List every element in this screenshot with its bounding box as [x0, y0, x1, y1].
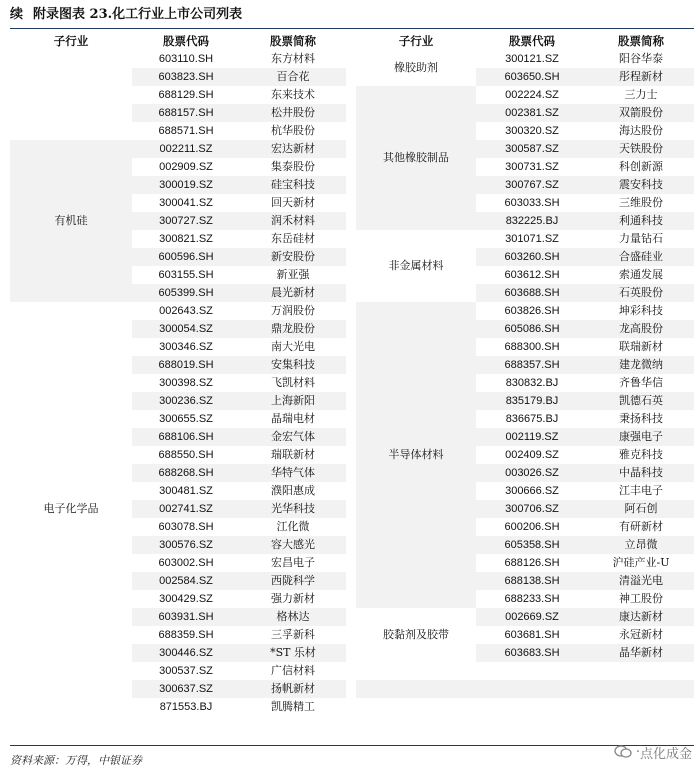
left-stock-code: 603078.SH	[158, 521, 214, 533]
column-gap	[346, 122, 356, 140]
left-stock-name: 东来技术	[271, 88, 315, 101]
right-group-label: 半导体材料	[356, 302, 476, 608]
column-gap	[346, 320, 356, 338]
left-stock-name: 东岳硅材	[271, 232, 315, 245]
right-stock-code: 300731.SZ	[505, 161, 559, 173]
empty-cell	[588, 698, 694, 716]
column-gap	[346, 464, 356, 482]
left-stock-code: 688106.SH	[132, 428, 240, 446]
header-row	[10, 31, 694, 50]
right-stock-code: 003026.SZ	[476, 464, 588, 482]
left-stock-name: 润禾材料	[240, 212, 346, 230]
left-stock-name: 江化微	[276, 520, 310, 533]
left-stock-code: 300727.SZ	[132, 212, 240, 230]
left-stock-code: 300019.SZ	[132, 176, 240, 194]
column-gap	[346, 518, 356, 536]
right-stock-name: 凯德石英	[588, 392, 694, 410]
column-gap	[346, 482, 356, 500]
left-stock-code: 300054.SZ	[132, 320, 240, 338]
right-stock-code: 603260.SH	[476, 248, 588, 266]
right-stock-name: 秉扬科技	[619, 412, 663, 425]
left-stock-name: 万润股份	[271, 304, 315, 317]
left-stock-name: 新亚强	[276, 268, 310, 281]
left-stock-code: 300041.SZ	[159, 197, 213, 209]
left-stock-name: *ST 乐材	[240, 644, 346, 662]
left-stock-name: 东方材料	[271, 52, 315, 65]
left-stock-code: 603823.SH	[132, 68, 240, 86]
column-gap	[346, 374, 356, 392]
right-stock-code: 301071.SZ	[505, 233, 559, 245]
right-stock-name: 力量钻石	[619, 232, 663, 245]
left-stock-name: 松井股份	[240, 104, 346, 122]
column-gap	[346, 86, 356, 104]
left-stock-name: 杭华股份	[271, 124, 315, 137]
right-stock-name: 彤程新材	[588, 68, 694, 86]
left-stock-name: 凯腾精工	[271, 700, 315, 713]
left-stock-code: 300576.SZ	[132, 536, 240, 554]
right-stock-code: 603688.SH	[476, 284, 588, 302]
empty-cell	[476, 698, 588, 716]
right-stock-name: 永冠新材	[619, 628, 663, 641]
left-group-label	[10, 50, 132, 140]
column-header-name: 股票简称	[270, 33, 316, 48]
right-stock-code: 603650.SH	[476, 68, 588, 86]
right-stock-code: 835179.BJ	[476, 392, 588, 410]
column-gap	[346, 698, 356, 716]
right-stock-code: 002119.SZ	[476, 428, 588, 446]
right-stock-name: 有研新材	[619, 520, 663, 533]
left-stock-name: 强力新材	[271, 592, 315, 605]
empty-cell	[356, 698, 476, 716]
left-stock-code: 002643.SZ	[159, 305, 213, 317]
right-stock-name: 康达新材	[588, 608, 694, 626]
right-stock-name: 清溢光电	[588, 572, 694, 590]
left-stock-name: 回天新材	[271, 196, 315, 209]
column-gap	[346, 212, 356, 230]
column-gap	[346, 392, 356, 410]
left-stock-code: 688550.SH	[158, 449, 214, 461]
right-stock-code: 688233.SH	[504, 593, 560, 605]
right-stock-name: 石英股份	[588, 284, 694, 302]
right-stock-code: 836675.BJ	[505, 413, 559, 425]
right-stock-code: 002224.SZ	[505, 89, 559, 101]
left-stock-code: 300236.SZ	[132, 392, 240, 410]
right-stock-code: 300320.SZ	[505, 125, 559, 137]
right-stock-name: 联瑞新材	[619, 340, 663, 353]
left-stock-code: 300481.SZ	[159, 485, 213, 497]
right-stock-name: 三力士	[624, 88, 658, 101]
column-gap	[346, 644, 356, 662]
right-stock-name: 海达股份	[619, 124, 663, 137]
left-stock-code: 300346.SZ	[159, 341, 213, 353]
empty-cell	[588, 662, 694, 680]
right-stock-name: 利通科技	[588, 212, 694, 230]
left-stock-code: 002211.SZ	[132, 140, 240, 158]
left-group-label: 电子化学品	[10, 302, 132, 716]
right-stock-name: 建龙微纳	[588, 356, 694, 374]
column-gap	[346, 680, 356, 698]
right-stock-code: 300767.SZ	[476, 176, 588, 194]
right-group-label: 非金属材料	[356, 230, 476, 302]
left-stock-name: 光华科技	[240, 500, 346, 518]
right-stock-code: 603683.SH	[476, 644, 588, 662]
right-stock-code: 300121.SZ	[505, 53, 559, 65]
left-stock-name: 容大感光	[240, 536, 346, 554]
right-stock-name: 立昂微	[588, 536, 694, 554]
left-stock-name: 上海新阳	[240, 392, 346, 410]
left-stock-name: 晨光新材	[240, 284, 346, 302]
right-stock-code: 603612.SH	[504, 269, 560, 281]
column-gap	[346, 158, 356, 176]
right-stock-name: 雅克科技	[619, 448, 663, 461]
right-stock-name: 晶华新材	[588, 644, 694, 662]
right-stock-name: 江丰电子	[619, 484, 663, 497]
left-stock-name: 宏达新材	[240, 140, 346, 158]
right-stock-name: 康强电子	[588, 428, 694, 446]
column-gap	[346, 140, 356, 158]
left-stock-code: 871553.BJ	[159, 701, 213, 713]
right-stock-name: 三维股份	[619, 196, 663, 209]
column-gap	[346, 104, 356, 122]
left-stock-code: 002741.SZ	[132, 500, 240, 518]
right-stock-code: 600206.SH	[504, 521, 560, 533]
right-stock-code: 300587.SZ	[476, 140, 588, 158]
left-stock-code: 300821.SZ	[159, 233, 213, 245]
left-stock-name: 硅宝科技	[240, 176, 346, 194]
left-stock-name: 集泰股份	[271, 160, 315, 173]
column-gap	[346, 68, 356, 86]
left-stock-code: 605399.SH	[132, 284, 240, 302]
right-stock-name: 索通发展	[619, 268, 663, 281]
column-gap	[346, 590, 356, 608]
bottom-rule	[10, 745, 694, 746]
right-stock-name: 合盛硅业	[588, 248, 694, 266]
left-stock-name: 西陇科学	[240, 572, 346, 590]
title-prefix: 续	[10, 7, 24, 22]
right-stock-code: 002409.SZ	[505, 449, 559, 461]
column-gap	[346, 428, 356, 446]
right-group-label: 胶黏剂及胶带	[356, 608, 476, 662]
empty-cell	[356, 662, 476, 680]
column-gap	[346, 194, 356, 212]
column-header-subindustry: 子行业	[53, 33, 89, 48]
left-stock-name: 晶瑞电材	[271, 412, 315, 425]
left-stock-name: 南大光电	[271, 340, 315, 353]
left-stock-code: 002584.SZ	[132, 572, 240, 590]
column-gap	[346, 626, 356, 644]
left-stock-name: 广信材料	[271, 664, 315, 677]
column-gap	[346, 572, 356, 590]
title-text: 附录图表 23.化工行业上市公司列表	[33, 7, 243, 22]
chat-bubble-icon	[614, 744, 632, 760]
table-row	[10, 140, 694, 158]
left-stock-name: 安集科技	[240, 356, 346, 374]
left-stock-name: 濮阳惠成	[271, 484, 315, 497]
right-stock-name: 龙高股份	[588, 320, 694, 338]
column-gap	[346, 31, 356, 50]
left-stock-code: 688359.SH	[158, 629, 214, 641]
right-stock-name: 沪硅产业-U	[612, 556, 670, 569]
table-row	[10, 50, 694, 68]
watermark-text: 点化成金	[639, 746, 692, 762]
right-stock-code: 002669.SZ	[476, 608, 588, 626]
column-header-subindustry: 子行业	[398, 33, 434, 48]
left-stock-code: 603931.SH	[132, 608, 240, 626]
left-stock-code: 603155.SH	[158, 269, 214, 281]
right-stock-code: 002381.SZ	[476, 104, 588, 122]
column-gap	[346, 50, 356, 68]
column-gap	[346, 356, 356, 374]
left-stock-code: 300429.SZ	[159, 593, 213, 605]
left-stock-code: 688157.SH	[132, 104, 240, 122]
left-stock-code: 688019.SH	[132, 356, 240, 374]
right-stock-name: 中晶科技	[588, 464, 694, 482]
column-gap	[346, 500, 356, 518]
company-table	[10, 31, 694, 716]
left-stock-name: 格林达	[240, 608, 346, 626]
top-rule	[10, 28, 694, 29]
left-group-label: 有机硅	[10, 140, 132, 302]
column-gap	[346, 230, 356, 248]
right-group-label: 橡胶助剂	[356, 50, 476, 86]
watermark: · 点化成金	[614, 740, 692, 764]
column-gap	[346, 284, 356, 302]
right-stock-name: 坤彩科技	[619, 304, 663, 317]
left-stock-code: 688268.SH	[132, 464, 240, 482]
right-stock-code: 603681.SH	[504, 629, 560, 641]
source-note: 资料来源：万得，中银证券	[10, 754, 142, 767]
column-gap	[346, 266, 356, 284]
left-stock-code: 603110.SH	[158, 53, 214, 65]
right-stock-name: 天铁股份	[588, 140, 694, 158]
left-stock-code: 603002.SH	[158, 557, 214, 569]
right-stock-name: 震安科技	[588, 176, 694, 194]
left-stock-code: 688571.SH	[158, 125, 214, 137]
left-stock-name: 宏昌电子	[271, 556, 315, 569]
table-title	[10, 4, 242, 26]
column-gap	[346, 338, 356, 356]
empty-cell	[476, 662, 588, 680]
left-stock-code: 300398.SZ	[159, 377, 213, 389]
right-stock-code: 688138.SH	[476, 572, 588, 590]
right-stock-code: 605086.SH	[476, 320, 588, 338]
right-stock-name: 科创新源	[619, 160, 663, 173]
left-stock-name: 飞凯材料	[271, 376, 315, 389]
right-stock-code: 300666.SZ	[505, 485, 559, 497]
right-stock-name: 双箭股份	[588, 104, 694, 122]
right-stock-code: 688300.SH	[504, 341, 560, 353]
right-stock-name: 阿石创	[588, 500, 694, 518]
right-stock-name: 神工股份	[619, 592, 663, 605]
column-gap	[346, 176, 356, 194]
empty-cell	[588, 680, 694, 698]
left-stock-code: 300655.SZ	[159, 413, 213, 425]
left-stock-name: 三孚新科	[271, 628, 315, 641]
column-gap	[346, 536, 356, 554]
column-gap	[346, 446, 356, 464]
table-row	[10, 302, 694, 320]
right-stock-code: 605358.SH	[476, 536, 588, 554]
column-gap	[346, 662, 356, 680]
column-header-name: 股票简称	[618, 33, 664, 48]
left-stock-name: 百合花	[240, 68, 346, 86]
column-gap	[346, 608, 356, 626]
left-stock-code: 300537.SZ	[159, 665, 213, 677]
column-gap	[346, 302, 356, 320]
right-stock-code: 688357.SH	[476, 356, 588, 374]
left-stock-code: 300446.SZ	[132, 644, 240, 662]
left-stock-code: 600596.SH	[132, 248, 240, 266]
right-stock-code: 603033.SH	[504, 197, 560, 209]
column-gap	[346, 554, 356, 572]
column-gap	[346, 248, 356, 266]
left-stock-code: 300637.SZ	[132, 680, 240, 698]
column-gap	[346, 410, 356, 428]
right-stock-name: 齐鲁华信	[619, 376, 663, 389]
left-stock-name: 金宏气体	[240, 428, 346, 446]
column-header-code: 股票代码	[509, 33, 555, 48]
right-stock-code: 603826.SH	[504, 305, 560, 317]
left-stock-name: 华特气体	[240, 464, 346, 482]
left-stock-code: 688129.SH	[158, 89, 214, 101]
left-stock-name: 扬帆新材	[240, 680, 346, 698]
column-header-code: 股票代码	[163, 33, 209, 48]
table-body	[10, 31, 694, 716]
right-stock-code: 688126.SH	[504, 557, 560, 569]
left-stock-name: 新安股份	[240, 248, 346, 266]
right-stock-code: 830832.BJ	[505, 377, 559, 389]
right-stock-name: 阳谷华泰	[619, 52, 663, 65]
left-stock-name: 瑞联新材	[271, 448, 315, 461]
empty-cell	[356, 680, 476, 698]
right-stock-code: 300706.SZ	[476, 500, 588, 518]
left-stock-code: 002909.SZ	[159, 161, 213, 173]
left-stock-name: 鼎龙股份	[240, 320, 346, 338]
right-group-label: 其他橡胶制品	[356, 86, 476, 230]
right-stock-code: 832225.BJ	[476, 212, 588, 230]
empty-cell	[476, 680, 588, 698]
